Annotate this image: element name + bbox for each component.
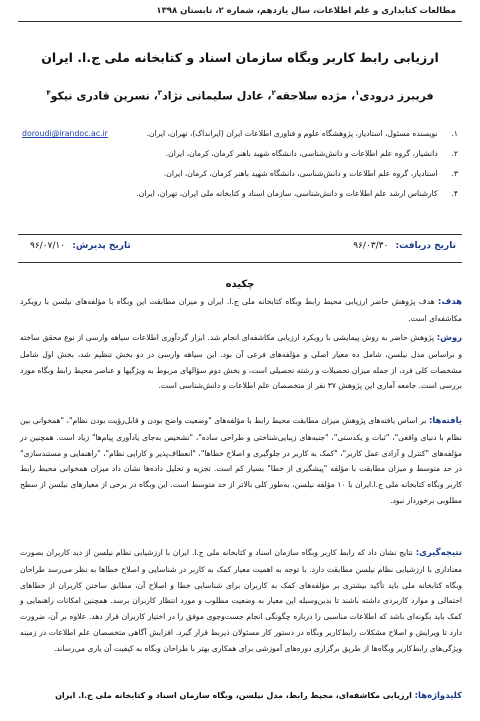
affiliation-number: ۱. [451,129,458,138]
abstract-method-label: روش: [436,333,462,343]
article-title: ارزیابی رابط کاربر وبگاه سازمان اسناد و کتابخانه ملی ج.ا. ایران [41,50,439,65]
affiliation-3 [22,164,458,184]
author-list: فریبرز درودی$^۱$، مژده سلاجقه$^۲$، عادل سلیمانی نژاد$^۳$، نسرین قادری نیکو$^۴$ [46,89,434,103]
affiliation-text: نویسنده مسئول، استادیار، پژوهشگاه علوم و فناوری اطلاعات ایران (ایرانداک)، تهران، ایران. [146,129,438,138]
affiliation-text: استادیار، گروه علم اطلاعات و دانش‌شناسی، دانشگاه شهید باهنر کرمان، کرمان، ایران. [163,169,438,178]
affiliation-text: دانشیار، گروه علم اطلاعات و دانش‌شناسی، دانشگاه شهید باهنر کرمان، کرمان، ایران. [165,149,438,158]
running-header: مطالعات کتابداری و علم اطلاعات، سال یازدهم، شماره ۲، تابستان ۱۳۹۸ [156,6,456,16]
affiliation-text: کارشناس ارشد علم اطلاعات و دانش‌شناسی، سازمان اسناد و کتابخانه ملی ایران، تهران، ایران. [136,189,438,198]
accepted-date [30,241,131,251]
abstract-conclusion-label: نتیجه‌گیری: [415,548,463,558]
affiliation-number: ۴. [451,189,458,198]
keywords-text: ارزیابی مکاشفه‌ای، محیط رابط، مدل نیلسن، وبگاه سازمان اسناد و کتابخانه ملی ج.ا. ایران [55,691,412,700]
corresponding-email-link[interactable]: doroudi@irandoc.ac.ir [22,129,108,138]
keywords-label: کلیدواژه‌ها: [414,691,462,701]
affiliation-number: ۲. [451,149,458,158]
abstract-method-text: پژوهش حاضر به روش پیمایشی با رویکرد ارزیابی مکاشفه‌ای انجام شد. ابزار گردآوری اطلاعات سیاهه وارسی از نوع محقق ساخته و براساس مدل نیلسن، شامل ده معیار اصلی و مؤلفه‌های فرعی آن بود. این سیاهه وارسی در دو بخش تنظیم شد، بخش اول شامل مشخصات کلی فرد، از جمله میزان تحصیلات و رشته تحصیلی است، و بخش دوم سؤالهای مربوط به ویژگیها و عناصر محیط رابط وبگاه مورد بررسی است. جامعه آماری این پژوهش ۳۷ نفر از متخصصان علم اطلاعات و دانش‌شناسی است. [20,333,462,391]
received-date-label: تاریخ دریافت: [395,241,456,251]
keywords [20,688,462,704]
abstract-findings-label: یافته‌ها: [428,416,462,426]
received-date-value: ۹۶/۰۳/۳۰ [353,241,389,251]
abstract-aim-text: هدف پژوهش حاضر ارزیابی محیط رابط وبگاه کتابخانه ملی ج.ا. ایران و میزان مطابقت این وبگاه با مؤلفه‌های نیلسن با رویکرد مکاشفه‌ای است. [20,297,462,323]
accepted-date-label: تاریخ پذیرش: [72,241,131,251]
affiliation-4 [22,184,458,204]
dates-divider-bottom [18,262,462,263]
received-date [353,241,456,251]
abstract-conclusion [20,545,462,657]
affiliations [22,124,458,204]
affiliation-1 [22,124,458,144]
header-divider [18,21,462,22]
abstract-aim-label: هدف: [437,297,462,307]
abstract-heading: چکیده [225,279,255,290]
abstract-findings-text: بر اساس یافته‌های پژوهش میزان مطابقت محیط رابط با مؤلفه‌های "وضعیت واضح بودن و قابل‌رؤیت بودن نظام"، "همخوانی بین نظام با دنیای واقعی"، "ثبات و یکدستی"، "جنبه‌های زیبایی‌شناختی و طراحی ساده"، "تشخیص به‌جای یادآوری پیام‌ها" زیاد است. همچنین در مؤلفه‌های "کنترل و آزادی عمل کاربر"، "کمک به کاربر در جلوگیری و اصلاح خطاها"، "انعطاف‌پذیر و کارایی نظام"، "راهنمایی و مستندسازی" در حد متوسط و میزان مطابقت با مؤلفه "پیشگیری از خطا" بسیار کم است. تجزیه و تحلیل داده‌ها نشان داد میزان همخوانی محیط رابط کاربر وبگاه کتابخانه ملی ج.ا.ایران با ۱۰ مؤلفه نیلسن، به‌طور کلی بالاتر از حد متوسط است. این وبگاه در برخی از معیارهای نیلسن از سطح مطلوبی برخوردار نبود. [20,416,462,505]
abstract-conclusion-text: نتایج نشان داد که رابط کاربر وبگاه سازمان اسناد و کتابخانه ملی ج.ا. ایران با ارزشیابی نظام نیلسن از دید کاربران بصورت معناداری با ارزشیابی نظام نیلسن مطابقت دارد. با توجه به اهمیت معیار کمک به کاربر در شناسایی و اصلاح خطاها به نظر می‌رسد طراحان وبگاه کتابخانه ملی باید تأکید بیشتری بر مؤلفه‌های کمک به کاربران برای شناسایی خطا و اصلاح آن، مطابق ساختن کاربران از خطاهای احتمالی و موارد کاربردی داشته باشند تا بدین‌وسیله این معیار به وضعیت مطلوب و مورد انتظار کاربران برسد. همچنین امکانات راهنمایی و کمک باید بگونه‌ای باشد که اطلاعات مناسبی را درباره چگونگی انجام جست‌وجوی موفق را در اختیار کاربران قرار دهد. علاوه بر آن، ضرورت دارد تا ویرایش و اصلاح مشکلات رابط‌کاربر وبگاه در دستور کار مسئولان ذیربط قرار گیرد. افزایش آگاهی متخصصان علم اطلاعات در زمینه ویژگی‌های رابط‌کاربر وبگاه‌ها از طریق برگزاری دوره‌های آموزشی برای همکاری بهتر با طراحان وبگاه به کیفیت آن یاری می‌رساند. [20,548,462,653]
abstract-method [20,330,462,394]
accepted-date-value: ۹۶/۰۷/۱۰ [30,241,66,251]
abstract-findings [20,413,462,509]
dates-divider-top [18,234,462,235]
affiliation-number: ۳. [451,169,458,178]
affiliation-2 [22,144,458,164]
abstract-aim [20,294,462,327]
